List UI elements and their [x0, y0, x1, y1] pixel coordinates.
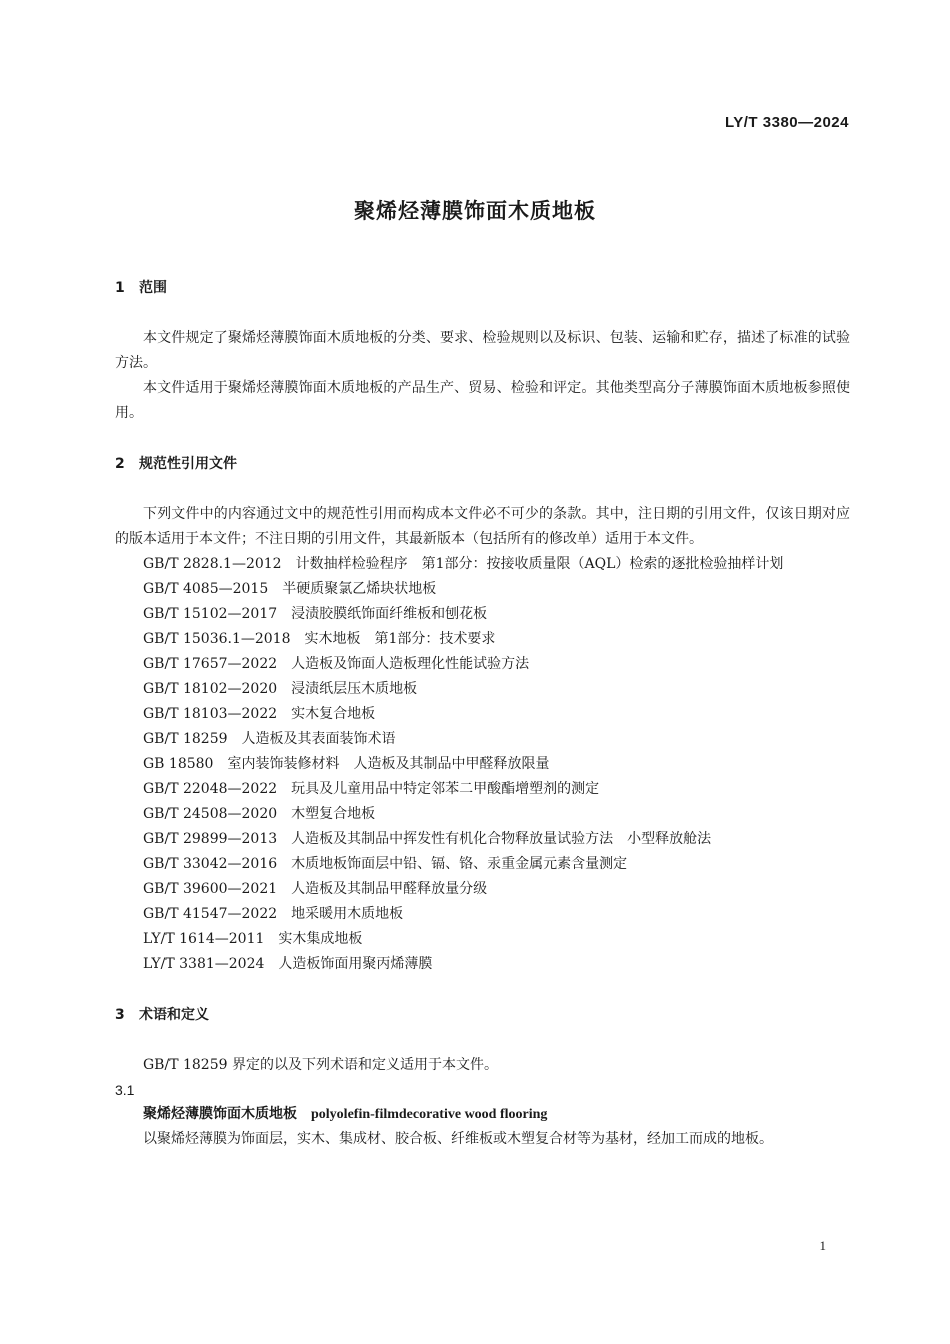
reference-title: 计数抽样检验程序 第1部分：按接收质量限（AQL）检索的逐批检验抽样计划 — [295, 556, 784, 572]
reference-item — [115, 727, 850, 752]
reference-code: GB/T 17657—2022 — [143, 656, 278, 672]
reference-title: 半硬质聚氯乙烯块状地板 — [282, 581, 437, 597]
section-terms-and-definitions — [115, 1003, 850, 1152]
term-name — [115, 1102, 850, 1127]
reference-title: 实木复合地板 — [291, 706, 376, 722]
reference-title: 人造板饰面用聚丙烯薄膜 — [278, 956, 433, 972]
reference-item — [115, 702, 850, 727]
reference-title: 室内装饰装修材料 人造板及其制品中甲醛释放限量 — [227, 756, 550, 772]
reference-title: 人造板及其表面装饰术语 — [241, 731, 396, 747]
reference-item — [115, 677, 850, 702]
reference-code: LY/T 3381—2024 — [143, 956, 265, 972]
reference-title: 人造板及其制品甲醛释放量分级 — [291, 881, 488, 897]
page-number: 1 — [819, 1238, 826, 1253]
section-title: 规范性引用文件 — [139, 456, 237, 472]
section-title: 术语和定义 — [139, 1007, 209, 1023]
reference-item — [115, 852, 850, 877]
section-heading — [115, 276, 850, 300]
reference-code: GB/T 33042—2016 — [143, 856, 278, 872]
reference-list — [115, 552, 850, 977]
reference-code: GB/T 15036.1—2018 — [143, 631, 291, 647]
reference-code: GB/T 15102—2017 — [143, 606, 278, 622]
reference-item — [115, 552, 850, 577]
section-normative-references — [115, 452, 850, 977]
reference-item — [115, 627, 850, 652]
reference-title: 实木集成地板 — [278, 931, 363, 947]
reference-code: GB/T 18103—2022 — [143, 706, 278, 722]
reference-item — [115, 802, 850, 827]
reference-item — [115, 952, 850, 977]
section-heading — [115, 1003, 850, 1027]
term-name-en: polyolefin-filmdecorative wood flooring — [311, 1107, 548, 1122]
reference-title: 地采暖用木质地板 — [291, 906, 404, 922]
reference-title: 实木地板 第1部分：技术要求 — [304, 631, 496, 647]
reference-code: GB/T 24508—2020 — [143, 806, 278, 822]
reference-item — [115, 752, 850, 777]
section-number: 1 — [115, 280, 125, 296]
reference-title: 玩具及儿童用品中特定邻苯二甲酸酯增塑剂的测定 — [291, 781, 600, 797]
reference-code: GB 18580 — [143, 756, 214, 772]
section-title: 范围 — [139, 280, 167, 296]
reference-title: 木质地板饰面层中铅、镉、铬、汞重金属元素含量测定 — [291, 856, 628, 872]
paragraph: 下列文件中的内容通过文中的规范性引用而构成本文件必不可少的条款。其中，注日期的引用文件，仅该日期对应的版本适用于本文件；不注日期的引用文件，其最新版本（包括所有的修改单）适用于本文件。 — [115, 506, 850, 547]
section-heading — [115, 452, 850, 476]
section-number: 3 — [115, 1007, 125, 1023]
reference-item — [115, 602, 850, 627]
reference-code: GB/T 22048—2022 — [143, 781, 278, 797]
reference-item — [115, 777, 850, 802]
paragraph: 本文件规定了聚烯烃薄膜饰面木质地板的分类、要求、检验规则以及标识、包装、运输和贮存，描述了标准的试验方法。 — [115, 330, 850, 371]
reference-code: GB/T 29899—2013 — [143, 831, 278, 847]
reference-title: 浸渍纸层压木质地板 — [291, 681, 418, 697]
section-scope — [115, 276, 850, 426]
term-number: 3.1 — [115, 1082, 135, 1098]
reference-code: LY/T 1614—2011 — [143, 931, 265, 947]
reference-item — [115, 877, 850, 902]
reference-item — [115, 927, 850, 952]
term-name-zh: 聚烯烃薄膜饰面木质地板 — [143, 1106, 297, 1122]
reference-item — [115, 577, 850, 602]
reference-code: GB/T 18259 — [143, 731, 228, 747]
reference-code: GB/T 41547—2022 — [143, 906, 278, 922]
reference-title: 人造板及饰面人造板理化性能试验方法 — [291, 656, 530, 672]
reference-code: GB/T 4085—2015 — [143, 581, 269, 597]
reference-title: 人造板及其制品中挥发性有机化合物释放量试验方法 小型释放舱法 — [291, 831, 712, 847]
reference-code: GB/T 18102—2020 — [143, 681, 278, 697]
reference-title: 木塑复合地板 — [291, 806, 376, 822]
reference-item — [115, 902, 850, 927]
document-title: 聚烯烃薄膜饰面木质地板 — [354, 199, 596, 223]
term-definition: 以聚烯烃薄膜为饰面层，实木、集成材、胶合板、纤维板或木塑复合材等为基材，经加工而成的地板。 — [143, 1131, 773, 1147]
reference-item — [115, 827, 850, 852]
paragraph: 本文件适用于聚烯烃薄膜饰面木质地板的产品生产、贸易、检验和评定。其他类型高分子薄膜饰面木质地板参照使用。 — [115, 380, 850, 421]
standard-code: LY/T 3380—2024 — [724, 114, 849, 131]
reference-title: 浸渍胶膜纸饰面纤维板和刨花板 — [291, 606, 488, 622]
reference-item — [115, 652, 850, 677]
document-body — [115, 276, 850, 1152]
paragraph: GB/T 18259 界定的以及下列术语和定义适用于本文件。 — [143, 1057, 498, 1073]
reference-code: GB/T 39600—2021 — [143, 881, 278, 897]
reference-code: GB/T 2828.1—2012 — [143, 556, 282, 572]
section-number: 2 — [115, 456, 125, 472]
